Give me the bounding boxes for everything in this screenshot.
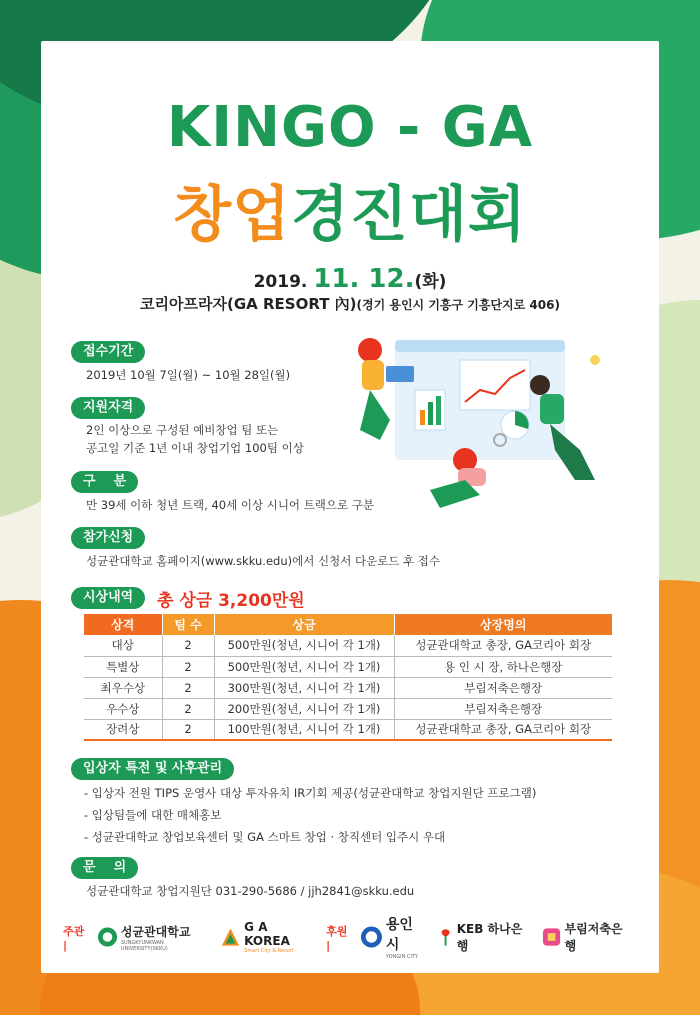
cell-teams: 2	[162, 656, 214, 677]
col-header-presenter: 상장명의	[394, 614, 612, 635]
ga-korea-sub: Smart City & Resort	[244, 948, 294, 954]
cell-award: 장려상	[84, 719, 162, 740]
ga-korea-logo	[220, 920, 314, 954]
list-item: - 입상팀들에 대한 매체홍보	[84, 808, 222, 822]
list-item: - 입상자 전원 TIPS 운영사 대상 투자유치 IR기회 제공(성균관대학교 창업지원단 프로그램)	[84, 786, 537, 800]
poster-title-line1: KINGO - GA	[166, 95, 534, 160]
cell-teams: 2	[162, 677, 214, 698]
cell-teams: 2	[162, 698, 214, 719]
skku-name: 성균관대학교	[120, 924, 191, 939]
table-row	[84, 719, 612, 740]
prize-table-header	[84, 614, 612, 635]
event-venue	[0, 293, 700, 314]
period-heading: 접수기간	[71, 341, 145, 363]
table-row	[84, 677, 612, 698]
apply-heading: 참가신청	[71, 527, 145, 549]
eligibility-heading: 지원자격	[71, 397, 145, 419]
cell-prize: 300만원(청년, 시니어 각 1개)	[214, 677, 394, 698]
cell-prize: 100만원(청년, 시니어 각 1개)	[214, 719, 394, 740]
cell-prize: 500만원(청년, 시니어 각 1개)	[214, 635, 394, 656]
cell-prize: 500만원(청년, 시니어 각 1개)	[214, 656, 394, 677]
poster-title-line2	[0, 167, 700, 253]
burim-name: 부림저축은행	[564, 922, 623, 953]
cell-presenter: 부림저축은행장	[394, 677, 612, 698]
cell-presenter: 용 인 시 장, 하나은행장	[394, 656, 612, 677]
table-row	[84, 656, 612, 677]
venue-address: (경기 용인시 기흥구 기흥단지로 406)	[356, 298, 560, 312]
yongin-emblem-icon	[360, 925, 383, 949]
contact-text: 성균관대학교 창업지원단 031-290-5686 / jjh2841@skku.edu	[86, 884, 415, 898]
venue-main: 코리아프라자(GA RESORT 內)	[140, 295, 357, 313]
cell-teams: 2	[162, 635, 214, 656]
burim-emblem-icon	[542, 927, 561, 947]
yongin-name: 용인시	[385, 917, 413, 953]
event-date	[0, 264, 700, 294]
hana-emblem-icon	[437, 927, 454, 947]
cell-presenter: 부림저축은행장	[394, 698, 612, 719]
division-heading: 구 분	[71, 471, 138, 493]
table-row	[84, 698, 612, 719]
table-row	[84, 635, 612, 656]
col-header-award: 상격	[84, 614, 162, 635]
prize-heading: 시상내역	[71, 587, 145, 609]
yongin-sub: YONGIN CITY	[385, 954, 419, 960]
benefits-heading: 입상자 특전 및 사후관리	[71, 758, 234, 780]
cell-presenter: 성균관대학교 총장, GA코리아 회장	[394, 635, 612, 656]
eligibility-text-1: 2인 이상으로 구성된 예비창업 팀 또는	[86, 423, 279, 437]
sponsor-bar	[63, 917, 643, 960]
ga-korea-name: G A KOREA	[244, 920, 290, 948]
contact-heading: 문 의	[71, 857, 138, 879]
skku-emblem-icon	[97, 926, 118, 948]
skku-sub: SUNGKYUNKWAN UNIVERSITY(SKKU)	[120, 939, 168, 952]
hana-name: KEB 하나은행	[456, 922, 523, 953]
startup-illustration	[340, 330, 630, 520]
event-date-big: 11. 12.	[313, 264, 415, 294]
prize-total: 총 상금 3,200만원	[157, 591, 305, 611]
cell-award: 특별상	[84, 656, 162, 677]
cell-award: 최우수상	[84, 677, 162, 698]
col-header-teams: 팀 수	[162, 614, 214, 635]
host-label: 주관 |	[63, 924, 85, 952]
title-competition: 경진대회	[291, 180, 527, 250]
division-text: 만 39세 이하 청년 트랙, 40세 이상 시니어 트랙으로 구분	[86, 498, 374, 512]
cell-prize: 200만원(청년, 시니어 각 1개)	[214, 698, 394, 719]
ga-emblem-icon	[220, 926, 241, 948]
cell-presenter: 성균관대학교 총장, GA코리아 회장	[394, 719, 612, 740]
col-header-prize: 상금	[214, 614, 394, 635]
cell-award: 대상	[84, 635, 162, 656]
cell-award: 우수상	[84, 698, 162, 719]
hana-logo	[437, 920, 531, 954]
sponsor-label: 후원 |	[326, 924, 348, 952]
cell-teams: 2	[162, 719, 214, 740]
event-year: 2019.	[253, 272, 308, 292]
period-text: 2019년 10월 7일(월) ~ 10월 28일(월)	[86, 368, 291, 382]
list-item: - 성균관대학교 창업보육센터 및 GA 스마트 창업 · 창직센터 입주시 우대	[84, 830, 446, 844]
burim-logo	[542, 920, 631, 954]
title-startup: 창업	[173, 180, 292, 250]
skku-logo	[97, 923, 208, 952]
event-weekday: (화)	[414, 272, 447, 292]
yongin-logo	[360, 914, 425, 960]
benefits-list	[84, 782, 536, 848]
apply-text: 성균관대학교 홈페이지(www.skku.edu)에서 신청서 다운로드 후 접수	[86, 554, 441, 568]
eligibility-text-2: 공고일 기준 1년 이내 창업기업 100팀 이상	[86, 441, 304, 455]
prize-table	[84, 614, 612, 741]
